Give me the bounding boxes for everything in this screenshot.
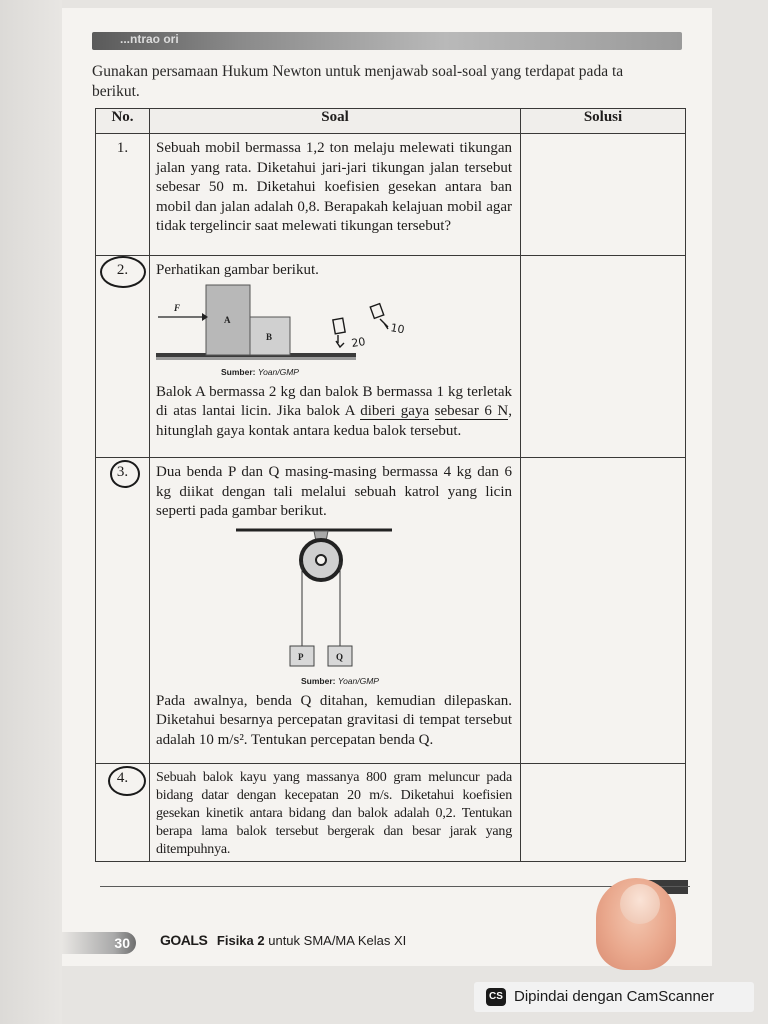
row-number-cell — [96, 458, 150, 764]
blocks-figure — [156, 283, 516, 379]
handwritten-underline: diberi gaya — [360, 403, 430, 419]
pulley-figure — [156, 528, 516, 688]
row-number: 3. — [116, 464, 129, 480]
goals-logo: GOALS — [160, 932, 208, 948]
book-title: Fisika 2 — [216, 933, 265, 948]
solution-cell[interactable] — [521, 256, 686, 458]
camscanner-logo-icon: CS — [486, 988, 506, 1006]
figure-source: Sumber: Yoan/GMP — [301, 675, 379, 686]
table-row — [96, 458, 686, 764]
table-row — [96, 256, 686, 458]
question-intro: Perhatikan gambar berikut. — [156, 262, 319, 278]
table-row — [96, 134, 686, 256]
question-cell — [150, 458, 521, 764]
handdrawn-circle — [108, 766, 146, 796]
solution-cell[interactable] — [521, 134, 686, 256]
solution-cell[interactable] — [521, 458, 686, 764]
row-number-cell — [96, 256, 150, 458]
instruction-line-1: Gunakan persamaan Hukum Newton untuk menjawab soal-soal yang terdapat pada ta — [92, 63, 624, 80]
book-subtitle: untuk SMA/MA Kelas XI — [268, 933, 407, 948]
question-intro: Dua benda P dan Q masing-masing bermassa 4 kg dan 6 kg diikat dengan tali melalui sebuah katrol yang licin seperti pada gambar berikut. — [156, 464, 512, 519]
figure-source: Sumber: Yoan/GMP — [221, 366, 299, 377]
camscanner-watermark — [474, 982, 754, 1012]
row-number-cell — [96, 764, 150, 862]
header-solusi: Solusi — [521, 109, 686, 134]
page-edge-shadow — [0, 0, 62, 1024]
table-header-row — [96, 109, 686, 134]
header-soal: Soal — [150, 109, 521, 134]
force-label: F — [174, 302, 181, 313]
problem-table — [95, 108, 686, 862]
block-a-label: A — [224, 314, 231, 325]
mass-q-label: Q — [336, 651, 344, 662]
instruction-line-2: berikut. — [92, 83, 140, 100]
scanner-fingernail — [620, 884, 660, 924]
handwriting-10: 10 — [389, 320, 406, 336]
row-number: 4. — [116, 770, 129, 786]
question-text: Sebuah balok kayu yang massanya 800 gram meluncur pada bidang datar dengan kecepatan 20 m/s. Diketahui koefisien gesekan kinetik antara bidang dan balok adalah 0,2. Tentukan berapa lama balok tersebut bergerak dan besar jarak yang ditempuhnya. — [150, 764, 521, 862]
question-text: Sebuah mobil bermassa 1,2 ton melaju melewati tikungan jalan yang rata. Diketahui jari-jari tikungan jalan tersebut sebesar 50 m. Diketahui koefisien gesekan antara ban mobil dan jalan adalah 0,8. Berapakah kelajuan mobil agar tidak tergelincir saat melewati tikungan tersebut? — [150, 134, 521, 256]
instruction-text — [92, 62, 682, 102]
footer-divider — [100, 886, 690, 887]
handdrawn-circle — [100, 256, 146, 288]
chapter-banner — [92, 32, 682, 50]
table-row — [96, 764, 686, 862]
handdrawn-circle — [110, 460, 140, 488]
page-number: 30 — [62, 932, 136, 954]
solution-cell[interactable] — [521, 764, 686, 862]
handwriting-20: 20 — [350, 334, 367, 350]
row-number: 1. — [96, 134, 150, 256]
book-footer — [160, 932, 406, 948]
mass-p-label: P — [298, 651, 304, 662]
handwritten-underline: sebesar 6 N — [434, 403, 509, 419]
question-cell — [150, 256, 521, 458]
row-number: 2. — [116, 262, 129, 278]
block-b-label: B — [266, 331, 273, 342]
question-body: Balok A bermassa 2 kg dan balok B bermassa 1 kg terletak di atas lantai licin. Jika balok A diberi gaya sebesar 6 N, hitunglah gaya kontak antara kedua balok tersebut. — [156, 383, 512, 439]
chapter-banner-text: ...ntrao ori — [120, 32, 179, 46]
camscanner-label: Dipindai dengan CamScanner — [514, 988, 715, 1005]
question-body: Pada awalnya, benda Q ditahan, kemudian dilepaskan. Diketahui besarnya percepatan gravitasi di tempat tersebut adalah 10 m/s². Tentukan percepatan benda Q. — [156, 692, 512, 748]
header-no: No. — [96, 109, 150, 134]
